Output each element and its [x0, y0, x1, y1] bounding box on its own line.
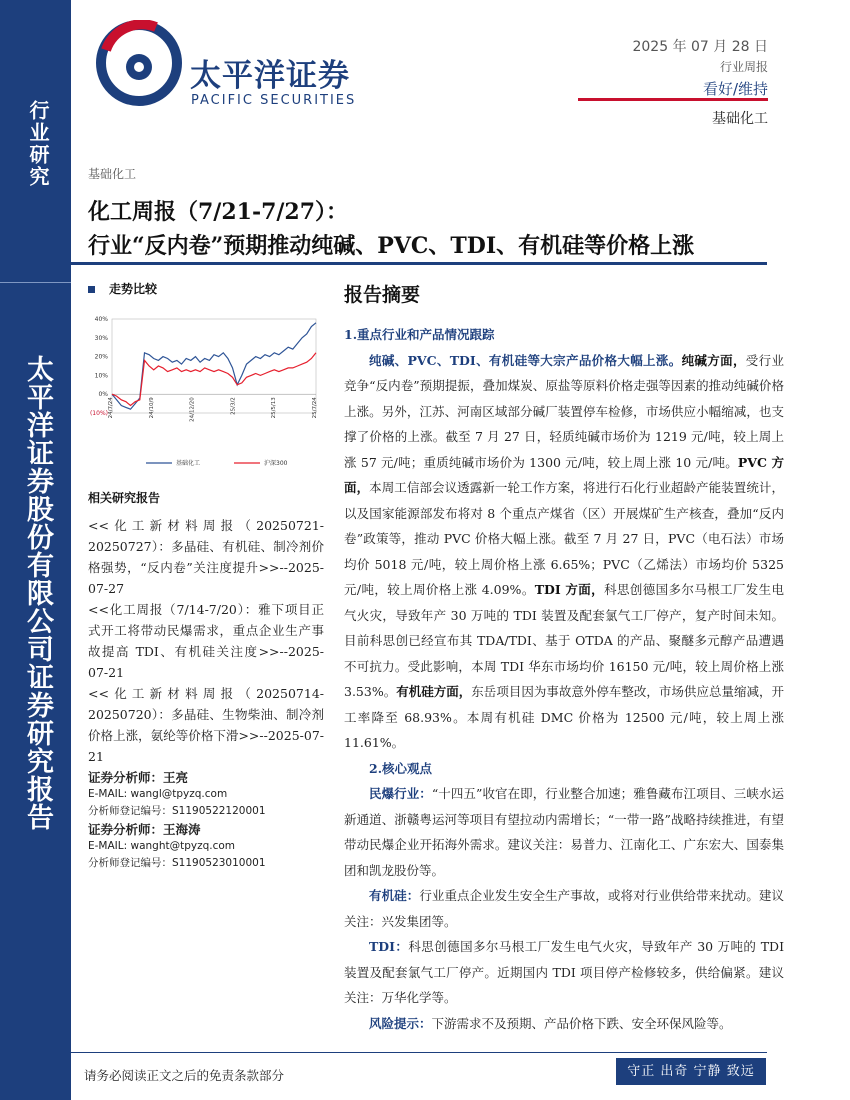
view-text: 科思创德国多尔马根工厂发生电气火灾，导致年产 30 万吨的 TDI 装置及配套氯气工厂停产。近期国内 TDI 项目停产检修较多，供给偏紧。建议关注：万华化学等。 [344, 939, 785, 1005]
pvc-text: 本周工信部会议透露新一轮工作方案，将进行石化行业超龄产能装置统计，以及国家能源部发布将对 8 个重点产煤省（区）开展煤矿生产核查，叠加“反内卷”政策等，推动 PVC 价格大幅上涨。截至 7 月 27 日，PVC（电石法）市场均价 5018 元/吨，较上周价格上涨 6.65%；PVC（乙烯法）市场均价 5325 元/吨，较上周价格上涨 4.09%。 [344, 480, 784, 597]
brand-name-cn: 太平洋证券 [190, 58, 350, 94]
sidebar-divider [0, 282, 71, 283]
disclaimer-note: 请务必阅读正文之后的免责条款部分 [84, 1068, 285, 1083]
sidebar-top-label: 行业研究 [26, 100, 50, 188]
view-label: TDI： [369, 939, 409, 954]
silicone-label: 有机硅方面， [396, 684, 472, 699]
trend-heading [88, 280, 157, 297]
risk-text: 下游需求不及预期、产品价格下跌、安全环保风险等。 [431, 1015, 732, 1031]
report-title-line2: 行业“反内卷”预期推动纯碱、PVC、TDI、有机硅等价格上涨 [88, 233, 695, 259]
x-tick-label: 25/5/13 [271, 397, 278, 419]
rating: 看好/维持 [702, 80, 768, 98]
y-tick-label: 40% [94, 316, 108, 323]
abstract-heading: 报告摘要 [344, 284, 421, 306]
y-tick-label: 0% [98, 391, 108, 399]
soda-label: 纯碱方面， [681, 352, 746, 368]
related-item[interactable]: <<化工周报（7/14-7/20）：雅下项目正式开工将带动民爆需求，重点企业生产事故提高 TDI、有机硅关注度>>--2025-07-21 [88, 602, 324, 680]
report-type: 行业周报 [719, 60, 768, 74]
abstract-body [344, 322, 784, 1036]
related-heading: 相关研究报告 [88, 491, 161, 505]
series-line [112, 353, 316, 406]
x-tick-label: 24/12/20 [189, 397, 196, 422]
industry-label: 基础化工 [712, 111, 768, 127]
x-tick-label: 25/7/24 [312, 397, 318, 419]
y-tick-label: 10% [94, 372, 108, 380]
soda-text: 受行业竞争“反内卷”预期提振，叠加煤炭、原盐等原料价格走强等因素的推动纯碱价格上涨。另外，江苏、河南区域部分碱厂装置停车检修，市场供应小幅缩减，也支撑了价格的上涨。截至 7 月 27 日，轻质纯碱市场价为 1219 元/吨，较上周上涨 57 元/吨；重质纯碱市场价为 1300 元/吨，较上周上涨 10 元/吨。 [344, 352, 784, 470]
y-tick-label: 30% [94, 334, 108, 342]
view-text: 行业重点企业发生安全生产事故，或将对行业供给带来扰动。建议关注：兴发集团等。 [344, 888, 784, 929]
analyst-reg: 分析师登记编号：S1190522120001 [88, 805, 266, 817]
analyst-name: 证券分析师：王海涛 [88, 822, 201, 837]
trend-heading-text: 走势比较 [109, 282, 158, 296]
analyst-email[interactable]: E-MAIL: wangl@tpyzq.com [88, 788, 228, 800]
square-bullet-icon [88, 286, 95, 293]
tdi-text: 科思创德国多尔马根工厂发生电气火灾，导致年产 30 万吨的 TDI 装置及配套氯气工厂停产，复产时间未知。目前科思创已经宣布其 TDA/TDI、基于 OTDA 的产品、聚醚多元醇产品遭遇不可抗力。受此影响，本周 TDI 华东市场均价 16150 元/吨，较上周价格上涨 3.53%。 [344, 582, 784, 699]
x-tick-label: 24/7/24 [108, 397, 114, 419]
analyst-block [88, 820, 328, 872]
legend-label: 基础化工 [176, 460, 201, 467]
related-list [88, 515, 324, 767]
footer-rule [71, 1052, 767, 1053]
trend-chart [84, 305, 324, 480]
title-rule [71, 262, 767, 265]
tdi-label: TDI 方面， [534, 582, 605, 597]
lead-sentence: 纯碱、PVC、TDI、有机硅等大宗产品价格大幅上涨。 [369, 352, 682, 368]
x-tick-label: 25/3/2 [230, 397, 237, 415]
silicone-text: 东岳项目因为事故意外停车整改，市场供应总量缩减，开工率降至 68.93%。本周有机硅 DMC 价格为 12500 元/吨，较上周上涨 11.61%。 [344, 684, 784, 750]
series-line [112, 323, 316, 409]
company-logo [96, 20, 182, 106]
analyst-name: 证券分析师：王亮 [88, 770, 189, 785]
related-item[interactable]: <<化工新材料周报（20250714-20250720）：多晶硅、生物柴油、制冷剂价格上涨，氨纶等价格下滑>>--2025-07-21 [88, 686, 324, 764]
y-tick-label: 20% [94, 353, 108, 361]
related-item[interactable]: <<化工新材料周报（20250721-20250727）：多晶硅、有机硅、制冷剂价格强势，“反内卷”关注度提升>>--2025-07-27 [88, 518, 324, 596]
section-heading: 2.核心观点 [369, 760, 433, 776]
brand-name-en: PACIFIC SECURITIES [191, 93, 357, 108]
category-label: 基础化工 [88, 167, 137, 181]
header-red-bar [578, 98, 768, 101]
y-tick-label: (10%) [89, 410, 108, 417]
analyst-block [88, 768, 328, 820]
section-heading: 1.重点行业和产品情况跟踪 [344, 327, 495, 342]
sidebar-company-label: 太平洋证券股份有限公司证券研究报告 [22, 355, 53, 831]
analyst-email[interactable]: E-MAIL: wanght@tpyzq.com [88, 840, 236, 852]
risk-label: 风险提示： [369, 1015, 432, 1031]
motto-badge: 守正 出奇 宁静 致远 [616, 1058, 766, 1085]
legend-label: 沪深300 [264, 460, 288, 467]
view-text: “十四五”收官在即，行业整合加速；雅鲁藏布江项目、三峡水运新通道、浙赣粤运河等项目有望拉动内需增长；“一带一路”战略持续推进，有望带动民爆企业开拓海外需求。建议关注：易普力、江南化工、广东宏大、国泰集团和凯龙股份等。 [344, 786, 784, 878]
report-date: 2025 年 07 月 28 日 [632, 39, 768, 55]
x-tick-label: 24/10/9 [148, 397, 155, 419]
view-label: 有机硅： [369, 888, 420, 903]
report-title-line1: 化工周报（7/21-7/27）： [88, 199, 349, 225]
analyst-reg: 分析师登记编号：S1190523010001 [88, 857, 266, 869]
pvc-label: PVC 方面， [344, 454, 784, 495]
view-label: 民爆行业： [369, 786, 432, 801]
